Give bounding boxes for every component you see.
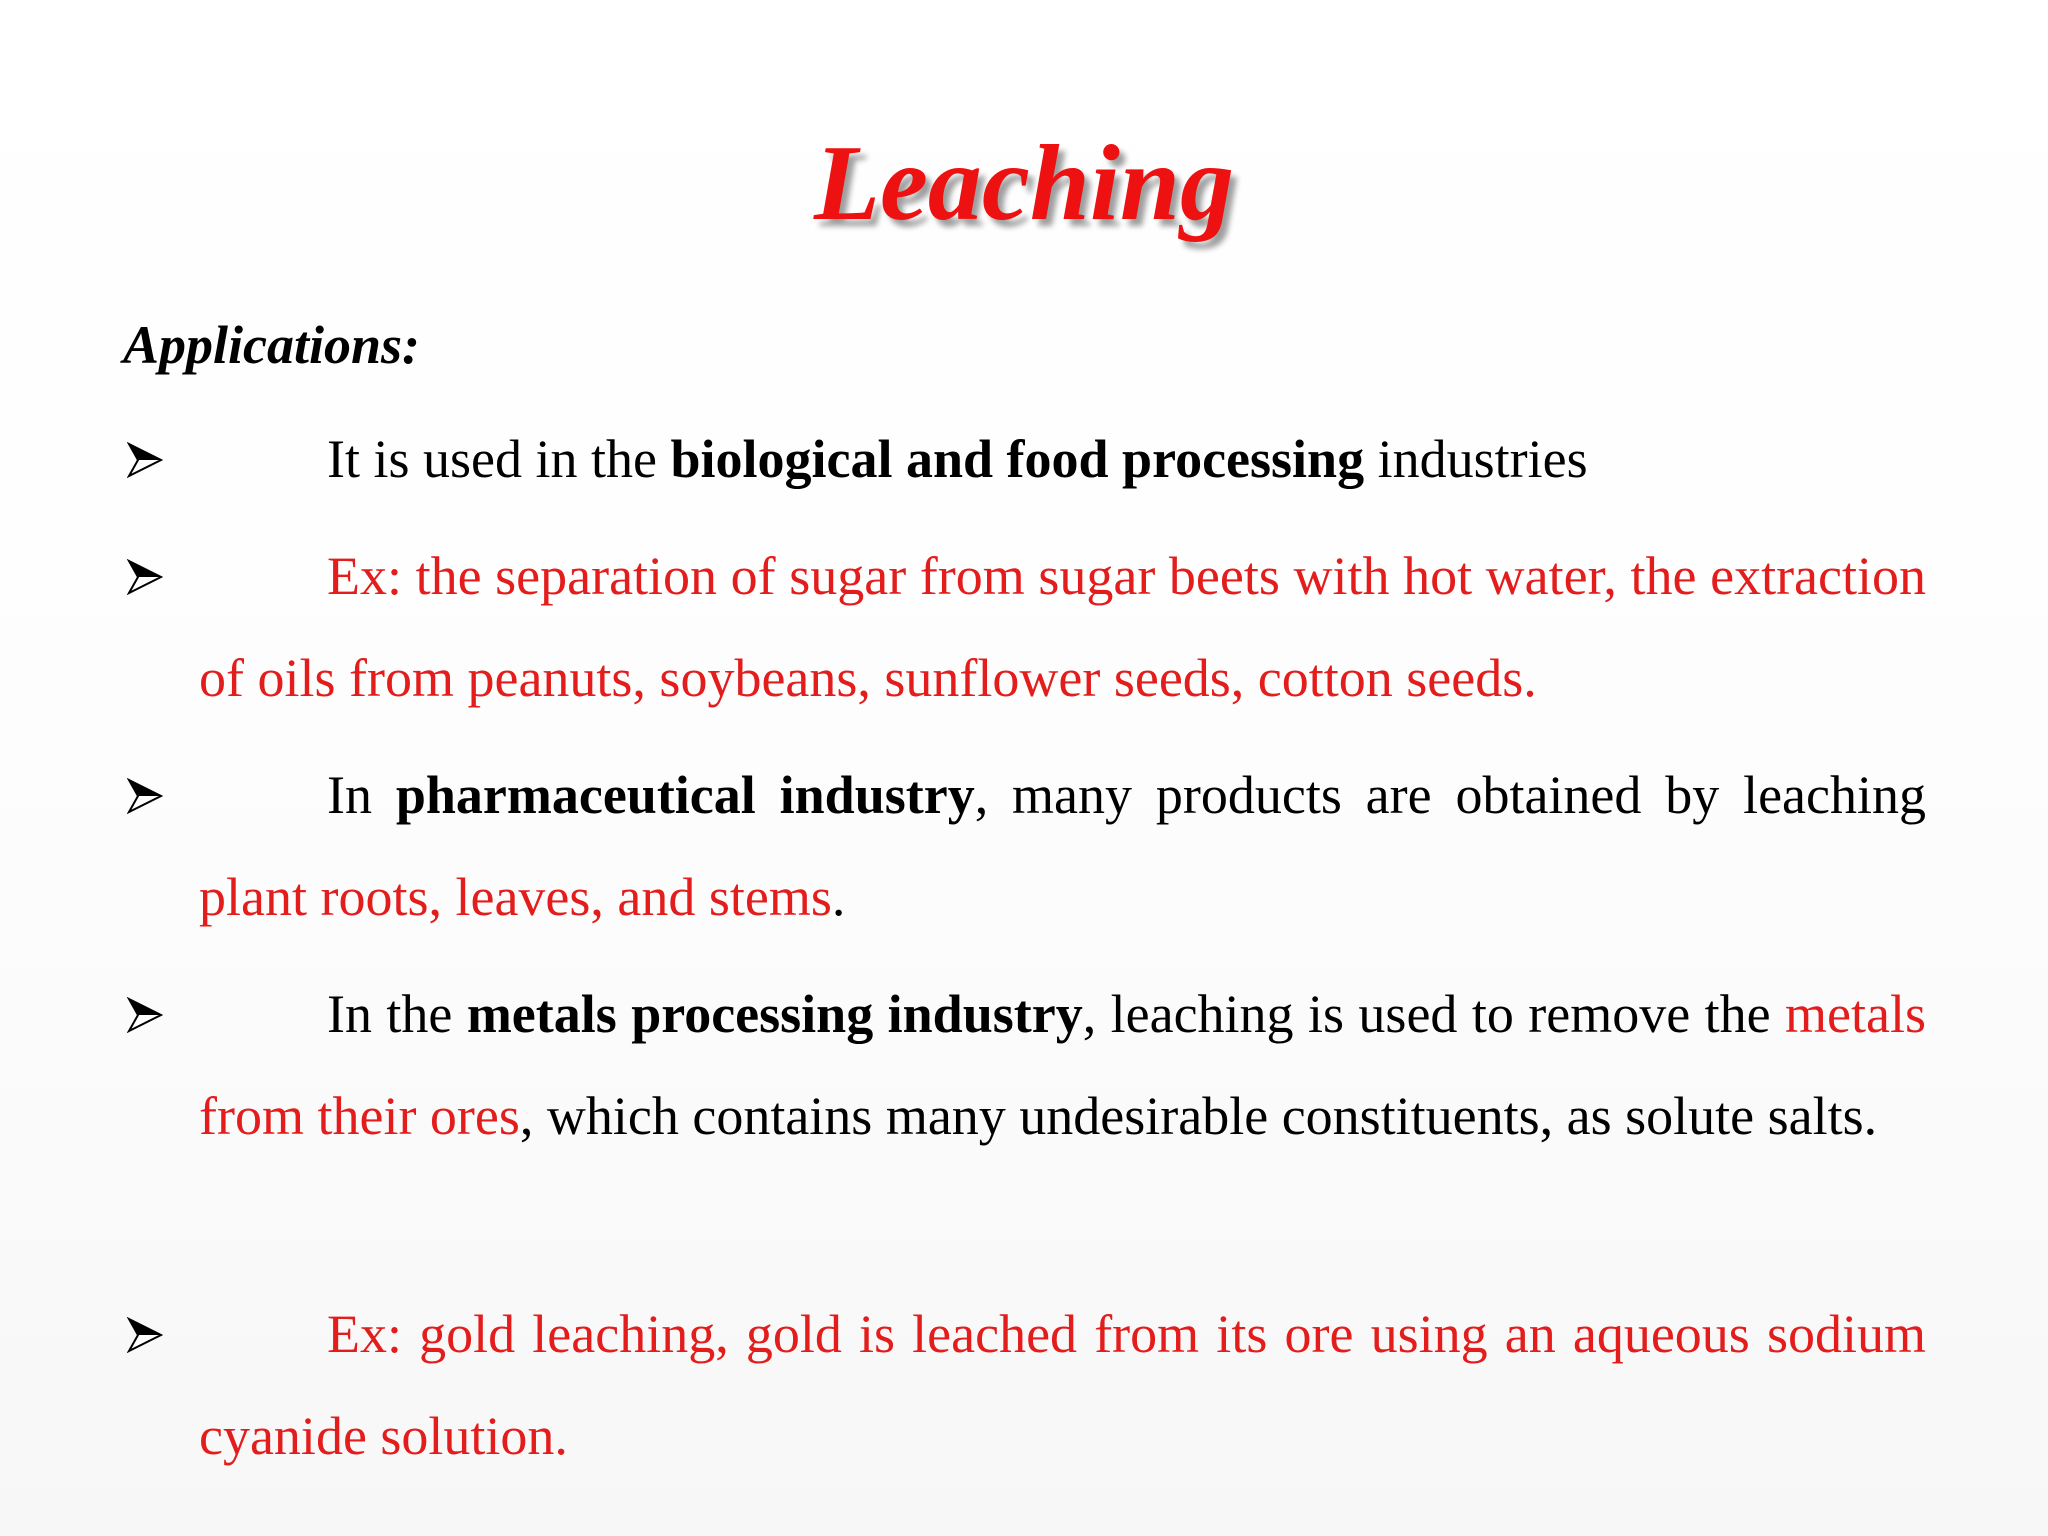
highlight-phrase: metals from their ores <box>199 984 1926 1146</box>
text-run: , which contains many undesirable constituents, as solute salts. <box>519 1086 1878 1146</box>
text-run: In <box>327 765 396 825</box>
example-text: Ex: gold leaching, gold is leached from its ore using an aqueous sodium cyanide solution. <box>199 1304 1926 1466</box>
text-run: It is used in the <box>327 429 671 489</box>
arrowhead-bullet-icon <box>123 525 183 627</box>
text-run: industries <box>1364 429 1588 489</box>
bold-phrase: pharmaceutical industry <box>395 765 975 825</box>
bullet-text <box>199 744 1926 948</box>
bullet-text <box>199 408 1926 510</box>
highlight-phrase: plant roots, leaves, and stems <box>199 867 832 927</box>
bold-phrase: metals processing industry <box>466 984 1083 1044</box>
bold-phrase: biological and food processing <box>670 429 1365 489</box>
arrowhead-bullet-icon <box>123 1283 183 1385</box>
text-run: , many products are obtained by leaching <box>974 765 1926 825</box>
text-run: . <box>831 867 846 927</box>
arrowhead-bullet-icon <box>123 408 183 510</box>
section-heading: Applications: <box>123 315 421 375</box>
bullet-item <box>123 1283 1926 1487</box>
bullet-text <box>199 525 1926 729</box>
bullet-item <box>123 525 1926 729</box>
slide-title: Leaching <box>814 124 1234 243</box>
bullet-item <box>123 408 1926 510</box>
bullet-text <box>199 963 1926 1167</box>
arrowhead-bullet-icon <box>123 963 183 1065</box>
example-text: Ex: the separation of sugar from sugar beets with hot water, the extraction of oils from peanuts, soybeans, sunflower seeds, cotton seeds. <box>199 546 1926 708</box>
arrowhead-bullet-icon <box>123 744 183 846</box>
bullet-text <box>199 1283 1926 1487</box>
bullet-item <box>123 963 1926 1167</box>
bullet-item <box>123 744 1926 948</box>
text-run: In the <box>327 984 467 1044</box>
text-run: , leaching is used to remove the <box>1082 984 1786 1044</box>
